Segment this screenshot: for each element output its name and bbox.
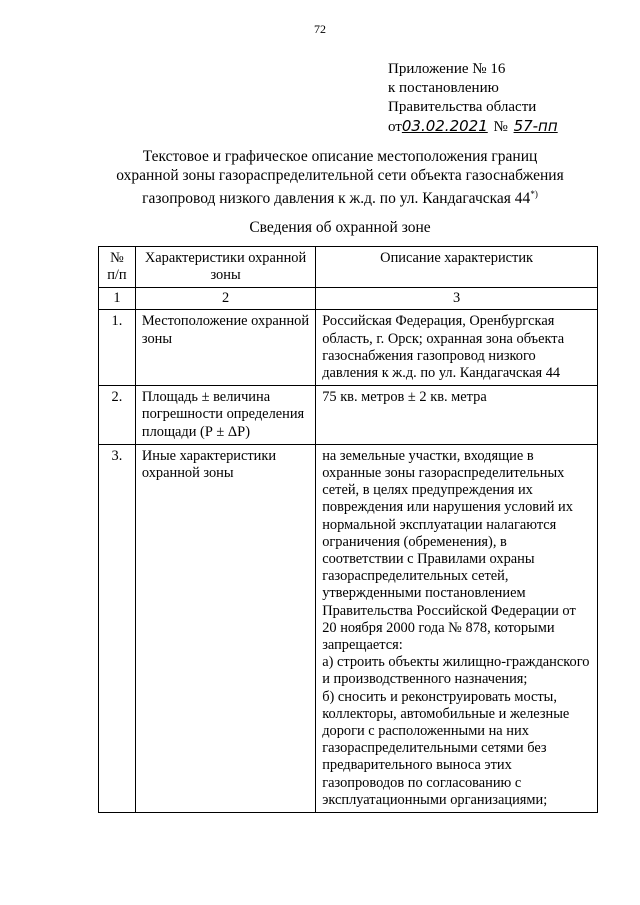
footnote-mark: *) [530,189,538,199]
row-description: 75 кв. метров ± 2 кв. метра [316,386,598,445]
row-description-cell [316,444,598,812]
row-description: Российская Федерация, Оренбургская область, г. Орск; охранная зона объекта газоснабжения газопровод низкого давления к ж.д. по ул. Кандагачская 44 [316,310,598,386]
appendix-line: Правительства области [388,99,537,115]
table-row [99,310,598,386]
row-description: на земельные участки, входящие в охранные зоны газораспределительных сетей, в целях предупреждения их повреждения или нарушения условий их нормальной эксплуатации налагаются ограничения (обременения), в соответствии с Правилами охраны газораспределительных сетей, утвержденными постановлением Правительства Российской Федерации от 20 ноября 2000 года № 878, которыми запрещается: [322,447,576,654]
handwritten-date: 03.02.2021 [401,117,488,135]
appendix-line: к постановлению [388,80,499,96]
row-number: 1. [99,310,136,386]
row-number: 3. [99,444,136,812]
table-header-row [99,247,598,288]
column-number: 1 [99,288,136,310]
row-characteristic: Площадь ± величина погрешности определения площади (Р ± ΔР) [135,386,315,445]
zone-info-table [98,246,598,813]
row-characteristic: Иные характеристики охранной зоны [135,444,315,812]
document-title [40,147,640,208]
table-row [99,386,598,445]
appendix-line: Приложение № 16 [388,61,506,77]
title-line: газопровод низкого давления к ж.д. по ул. Кандагачская 44 [142,190,531,208]
section-subtitle: Сведения об охранной зоне [249,219,431,236]
header-characteristics: Характеристики охранной зоны [135,247,315,288]
title-line: Текстовое и графическое описание местоположения границ [142,148,538,165]
page-number: 72 [314,22,326,36]
description-item: б) сносить и реконструировать мосты, коллекторы, автомобильные и железные дороги с расположенными на них газораспределительными сетями без предварительного выноса этих газопроводов по согласованию с эксплуатационными организациями; [322,688,570,808]
header-description: Описание характеристик [316,247,598,288]
date-prefix: от [388,119,402,135]
number-sign: № [493,119,508,135]
handwritten-number: 57-пп [513,117,558,135]
appendix-date-line [388,117,558,137]
column-number: 3 [316,288,598,310]
title-line: охранной зоны газораспределительной сети объекта газоснабжения [116,167,564,184]
table-row [99,444,598,812]
row-characteristic: Местоположение охранной зоны [135,310,315,386]
column-number: 2 [135,288,315,310]
column-number-row [99,288,598,310]
description-item: а) строить объекты жилищно-гражданского и производственного назначения; [322,654,590,688]
header-number: № п/п [99,247,136,288]
row-number: 2. [99,386,136,445]
title-line-3 [40,185,640,208]
appendix-block [388,60,558,137]
